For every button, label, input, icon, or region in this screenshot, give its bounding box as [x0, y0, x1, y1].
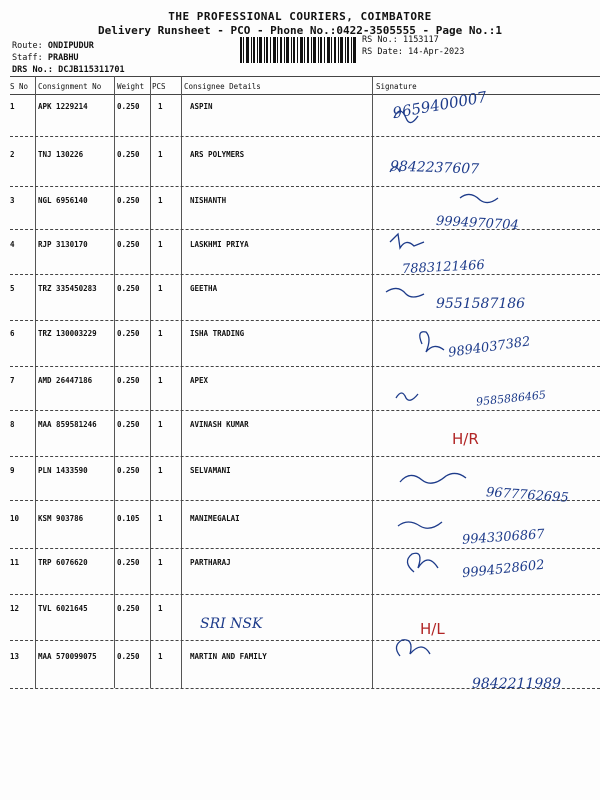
row-sno: 12: [10, 604, 20, 613]
row-consignment: MAA 859581246: [38, 420, 97, 429]
row-weight: 0.250: [117, 284, 140, 293]
row-consignment: MAA 570099075: [38, 652, 97, 661]
row-pcs: 1: [158, 376, 163, 385]
row-consignee: MANIMEGALAI: [190, 514, 240, 523]
row-consignment: KSM 903786: [38, 514, 84, 523]
drs-label: DRS No.:: [12, 65, 53, 75]
row-consignee: APEX: [190, 376, 209, 385]
row-sno: 5: [10, 284, 15, 293]
row-consignee: SELVAMANI: [190, 466, 231, 475]
row-pcs: 1: [158, 240, 163, 249]
row-weight: 0.250: [117, 196, 140, 205]
row-sno: 11: [10, 558, 20, 567]
signature-handwriting: 9994970704: [435, 213, 520, 234]
row-pcs: 1: [158, 558, 163, 567]
rs-info: [362, 34, 464, 58]
handwritten-note: SRI NSK: [200, 616, 263, 632]
signature-handwriting: H/R: [452, 430, 479, 448]
row-consignment: PLN 1433590: [38, 466, 88, 475]
col-sno-header: S No: [10, 82, 29, 91]
barcode-image: [240, 37, 356, 63]
row-sno: 6: [10, 329, 15, 338]
row-weight: 0.250: [117, 466, 140, 475]
table-top-rule: [10, 76, 600, 77]
row-weight: 0.105: [117, 514, 140, 523]
staff-value: PRABHU: [47, 53, 79, 63]
row-pcs: 1: [158, 284, 163, 293]
row-pcs: 1: [158, 420, 163, 429]
row-sno: 9: [10, 466, 15, 475]
row-sno: 3: [10, 196, 15, 205]
row-consignee: ISHA TRADING: [190, 329, 245, 338]
col-consignee-header: Consignee Details: [184, 82, 261, 91]
route-label: Route:: [12, 41, 43, 51]
row-consignee: ASPIN: [190, 102, 213, 111]
row-sno: 13: [10, 652, 20, 661]
row-consignee: LASKHMI PRIYA: [190, 240, 249, 249]
row-consignment: AMD 26447186: [38, 376, 93, 385]
row-pcs: 1: [158, 102, 163, 111]
col-pcs-header: PCS: [152, 82, 166, 91]
row-pcs: 1: [158, 196, 163, 205]
row-consignee: ARS POLYMERS: [190, 150, 245, 159]
row-pcs: 1: [158, 652, 163, 661]
col-weight-header: Weight: [117, 82, 145, 91]
row-weight: 0.250: [117, 376, 140, 385]
row-pcs: 1: [158, 466, 163, 475]
col-signature-header: Signature: [376, 82, 417, 91]
row-sno: 4: [10, 240, 15, 249]
row-pcs: 1: [158, 604, 163, 613]
runsheet-title: Delivery Runsheet - PCO - Phone No.:0422-3505555 - Page No.:1: [98, 24, 502, 37]
row-weight: 0.250: [117, 652, 140, 661]
row-weight: 0.250: [117, 102, 140, 111]
row-sno: 10: [10, 514, 20, 523]
company-title: THE PROFESSIONAL COURIERS, COIMBATORE: [168, 10, 432, 23]
row-consignment: TRZ 335450283: [38, 284, 97, 293]
row-consignee: GEETHA: [190, 284, 218, 293]
row-consignee: AVINASH KUMAR: [190, 420, 249, 429]
signature-handwriting: 9677762695: [485, 485, 570, 506]
signature-handwriting: 9551587186: [436, 296, 526, 312]
route-line: [12, 40, 94, 52]
row-weight: 0.250: [117, 329, 140, 338]
row-consignment: TRP 6076620: [38, 558, 88, 567]
row-weight: 0.250: [117, 150, 140, 159]
signature-scribbles: [380, 96, 600, 686]
signature-handwriting: 9894037382: [447, 334, 532, 361]
row-consignment: TVL 6021645: [38, 604, 88, 613]
drs-value: DCJB115311701: [58, 65, 125, 75]
staff-label: Staff:: [12, 53, 43, 63]
signature-handwriting: 9585886465: [475, 388, 547, 409]
row-weight: 0.250: [117, 558, 140, 567]
table-header-rule: [10, 94, 600, 95]
row-sno: 8: [10, 420, 15, 429]
route-value: ONDIPUDUR: [47, 41, 94, 51]
row-consignment: TNJ 130226: [38, 150, 84, 159]
row-pcs: 1: [158, 329, 163, 338]
signature-handwriting: 9842237607: [389, 158, 480, 178]
col-consignment-header: Consignment No: [38, 82, 102, 91]
row-consignee: MARTIN AND FAMILY: [190, 652, 267, 661]
table-header: [10, 80, 600, 94]
row-consignment: APK 1229214: [38, 102, 88, 111]
row-sno: 7: [10, 376, 15, 385]
row-consignment: RJP 3130170: [38, 240, 88, 249]
rs-no-value: 1153117: [402, 35, 439, 45]
signature-handwriting: 7883121466: [401, 257, 486, 278]
row-consignee: NISHANTH: [190, 196, 227, 205]
signature-handwriting: 9994528602: [461, 557, 546, 582]
row-consignment: NGL 6956140: [38, 196, 88, 205]
rs-no-label: RS No.:: [362, 35, 398, 45]
row-pcs: 1: [158, 150, 163, 159]
signature-handwriting: 9943306867: [461, 527, 546, 548]
row-pcs: 1: [158, 514, 163, 523]
signature-handwriting: 9659400007: [391, 87, 489, 123]
row-weight: 0.250: [117, 420, 140, 429]
drs-line: [12, 64, 125, 76]
rs-date-label: RS Date:: [362, 47, 403, 57]
row-consignment: TRZ 130003229: [38, 329, 97, 338]
rs-date-value: 14-Apr-2023: [408, 47, 465, 57]
row-weight: 0.250: [117, 240, 140, 249]
signature-handwriting: H/L: [420, 620, 445, 638]
signature-handwriting: 9842211989: [472, 676, 562, 692]
row-sno: 1: [10, 102, 15, 111]
row-sno: 2: [10, 150, 15, 159]
row-consignee: PARTHARAJ: [190, 558, 231, 567]
staff-line: [12, 52, 79, 64]
rs-no-line: [362, 34, 464, 46]
row-weight: 0.250: [117, 604, 140, 613]
rs-date-line: [362, 46, 464, 58]
